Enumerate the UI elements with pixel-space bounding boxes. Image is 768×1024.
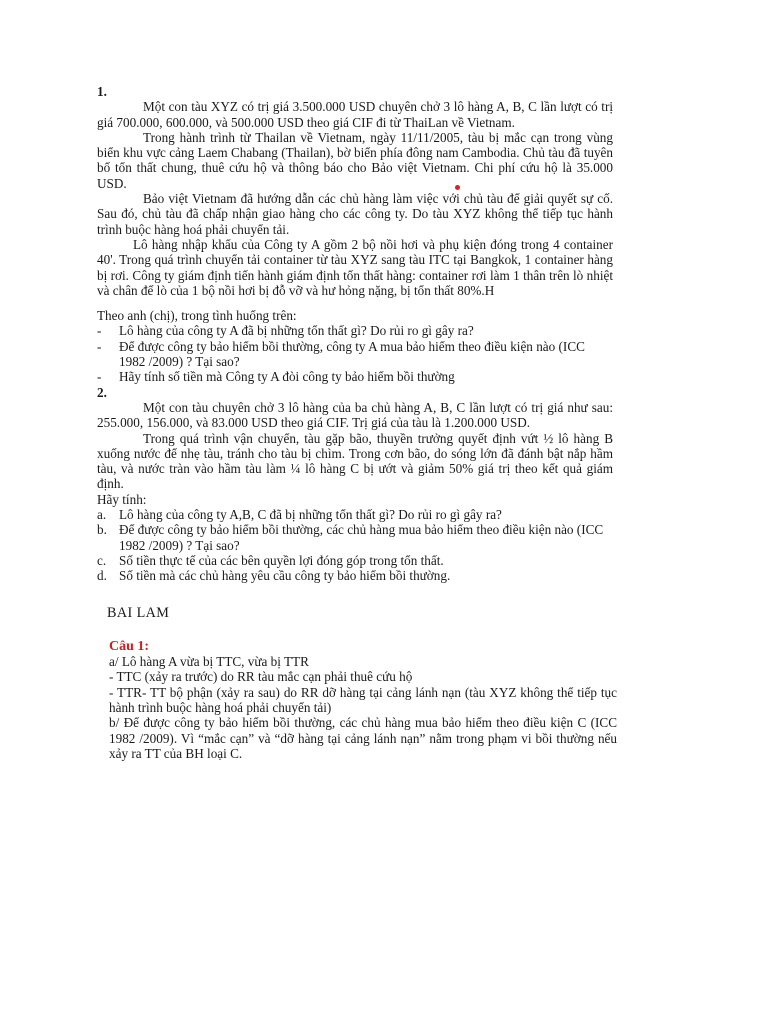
answer-line: b/ Để được công ty bảo hiểm bồi thường, các chủ hàng mua bảo hiểm theo điều kiện C (ICC 1982 /2009). Vì “mắc cạn” và “dỡ hàng tại cảng lánh nạn” nằm trong phạm vi bồi thường nếu xảy ra TT của BH loại C.	[109, 715, 617, 761]
q2-item: d. Số tiền mà các chủ hàng yêu cầu công ty bảo hiểm bồi thường.	[97, 568, 451, 584]
q2-paragraph-2: Trong quá trình vận chuyển, tàu gặp bão, thuyền trưởng quyết định vứt ½ lô hàng B xuống nước để nhẹ tàu, tránh cho tàu bị chìm. Trong cơn bão, do sóng lớn đã đánh bật nắp hầm tàu, và nước tràn vào hầm tàu làm ¼ lô hàng C bị ướt và giảm 50% giá trị theo kết quả giám định.	[97, 430, 613, 492]
q1-item: - Hãy tính số tiền mà Công ty A đòi công ty bảo hiểm bồi thường	[97, 369, 455, 385]
q1-item: - Để được công ty bảo hiểm bồi thường, công ty A mua bảo hiểm theo điều kiện nào (ICC 1982 /2009) ? Tại sao?	[97, 338, 585, 370]
question-1-number: 1.	[97, 84, 107, 99]
q1-paragraph-2: Trong hành trình từ Thailan về Vietnam, ngày 11/11/2005, tàu bị mắc cạn trong vùng biển khu vực cảng Laem Chabang (Thailan), bờ biển phía đông nam Cambodia. Chủ tàu đã tuyên bố tổn thất chung, thuê cứu hộ và thông báo cho Bảo việt Vietnam. Chi phí cứu hộ là 35.000 USD.	[97, 129, 613, 191]
answer-heading: BAI LAM	[107, 604, 170, 621]
q1-paragraph-3: Bảo việt Vietnam đã hướng dẫn các chủ hàng làm việc với chủ tàu để giải quyết sự cố. Sau đó, chủ tàu đã chấp nhận giao hàng cho các công ty. Do tàu XYZ không thể tiếp tục hành trình buộc hàng hoá phải chuyển tải.	[97, 191, 613, 237]
question-2-number: 2.	[97, 384, 107, 400]
document-body	[97, 84, 617, 761]
q2-item: a. Lô hàng của công ty A,B, C đã bị những tổn thất gì? Do rủi ro gì gây ra?	[97, 507, 502, 523]
q2-prompt: Hãy tính:	[97, 491, 147, 507]
q2-item: c. Số tiền thực tế của các bên quyền lợi đóng góp trong tổn thất.	[97, 552, 444, 568]
q1-paragraph-4: Lô hàng nhập khẩu của Công ty A gồm 2 bộ nồi hơi và phụ kiện đóng trong 4 container 40'. Trong quá trình chuyển tải container từ tàu XYZ sang tàu ITC tại Bangkok, 1 container hàng bị rơi. Công ty giám định tiến hành giám định tổn thất hàng: container rơi làm 1 thân trên lò nhiệt và chân đế lò của 1 bộ nồi hơi bị đỗ vỡ và hư hỏng nặng, bị tổn thất 80%.H	[97, 236, 613, 298]
q1-item: - Lô hàng của công ty A đã bị những tổn thất gì? Do rủi ro gì gây ra?	[97, 323, 474, 339]
answer-question-1-label: Câu 1:	[109, 638, 150, 654]
answer-line: a/ Lô hàng A vừa bị TTC, vừa bị TTR	[109, 654, 309, 670]
answer-line: - TTC (xảy ra trước) do RR tàu mắc cạn phải thuê cứu hộ	[109, 669, 413, 685]
q1-prompt: Theo anh (chị), trong tình huống trên:	[97, 308, 297, 324]
answer-line: - TTR- TT bộ phận (xảy ra sau) do RR dỡ hàng tại cảng lánh nạn (tàu XYZ không thể tiếp tục hành trình buộc hàng hoá phải chuyển tải)	[109, 684, 617, 715]
q1-paragraph-1: Một con tàu XYZ có trị giá 3.500.000 USD chuyên chở 3 lô hàng A, B, C lần lượt có trị giá 700.000, 600.000, và 500.000 USD theo giá CIF đi từ ThaiLan về Vietnam.	[97, 99, 613, 130]
q2-paragraph-1: Một con tàu chuyên chở 3 lô hàng của ba chủ hàng A, B, C lần lượt có trị giá như sau: 255.000, 156.000, và 83.000 USD theo giá CIF. Trị giá của tàu là 1.200.000 USD.	[97, 399, 613, 431]
q2-item: b. Để được công ty bảo hiểm bồi thường, các chủ hàng mua bảo hiểm theo điều kiện nào (ICC 1982 /2009) ? Tại sao?	[97, 522, 604, 553]
